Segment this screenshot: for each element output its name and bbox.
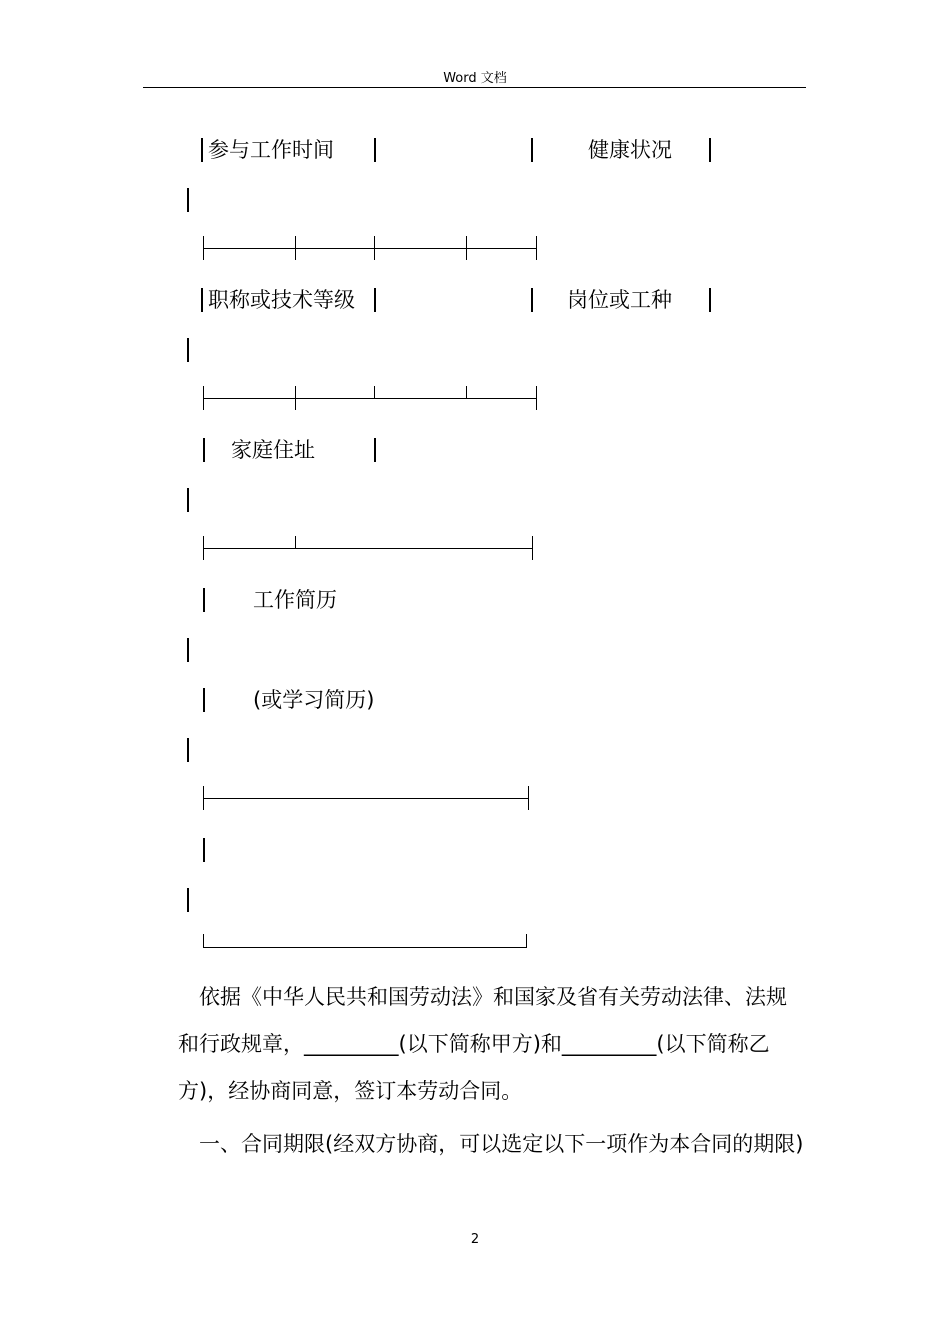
field-label-position-or-job-type: 岗位或工种	[567, 288, 672, 312]
table-border	[466, 386, 467, 398]
paragraph: 依据《中华人民共和国劳动法》和国家及省有关劳动法律、法规和行政规章，_________(以下简称甲方)和_________(以下简称乙方)，经协商同意，签订本劳动合同。	[178, 985, 787, 1103]
table-border	[374, 386, 375, 398]
table-border	[203, 398, 537, 399]
table-border	[203, 934, 204, 948]
table-border	[187, 638, 189, 662]
field-label-work-start-time: 参与工作时间	[208, 138, 334, 162]
table-border	[466, 236, 467, 260]
table-border	[203, 248, 537, 249]
table-border	[528, 786, 529, 810]
field-label-home-address: 家庭住址	[231, 438, 315, 462]
table-border	[536, 236, 537, 260]
table-border	[374, 236, 375, 260]
table-border	[295, 236, 296, 260]
table-border	[295, 536, 296, 548]
table-border	[203, 838, 205, 862]
table-border	[203, 588, 205, 612]
paragraph: 一、合同期限(经双方协商，可以选定以下一项作为本合同的期限)	[199, 1132, 804, 1156]
table-border	[187, 188, 189, 212]
contract-preamble	[178, 974, 806, 1115]
table-border	[374, 138, 376, 162]
page-number: 2	[470, 1232, 480, 1247]
table-border	[531, 288, 533, 312]
table-border	[187, 488, 189, 512]
table-border	[201, 138, 203, 162]
table-border	[203, 548, 533, 549]
table-border	[203, 688, 205, 712]
page-header: Word 文档	[443, 71, 507, 86]
table-border	[374, 288, 376, 312]
table-border	[203, 947, 527, 948]
field-label-work-history: 工作简历	[253, 588, 337, 612]
table-border	[374, 438, 376, 462]
table-border	[536, 386, 537, 410]
table-border	[187, 338, 189, 362]
field-label-title-or-grade: 职称或技术等级	[208, 288, 355, 312]
field-label-study-history: (或学习简历)	[253, 688, 375, 712]
table-border	[709, 288, 711, 312]
table-border	[295, 386, 296, 410]
table-border	[532, 536, 533, 560]
table-border	[187, 888, 189, 912]
field-label-health-status: 健康状况	[588, 138, 672, 162]
table-border	[187, 738, 189, 762]
table-border	[203, 438, 205, 462]
contract-term-section	[178, 1121, 806, 1168]
table-border	[531, 138, 533, 162]
table-border	[526, 934, 527, 948]
table-border	[203, 798, 529, 799]
table-border	[709, 138, 711, 162]
table-border	[201, 288, 203, 312]
header-rule	[143, 87, 806, 88]
